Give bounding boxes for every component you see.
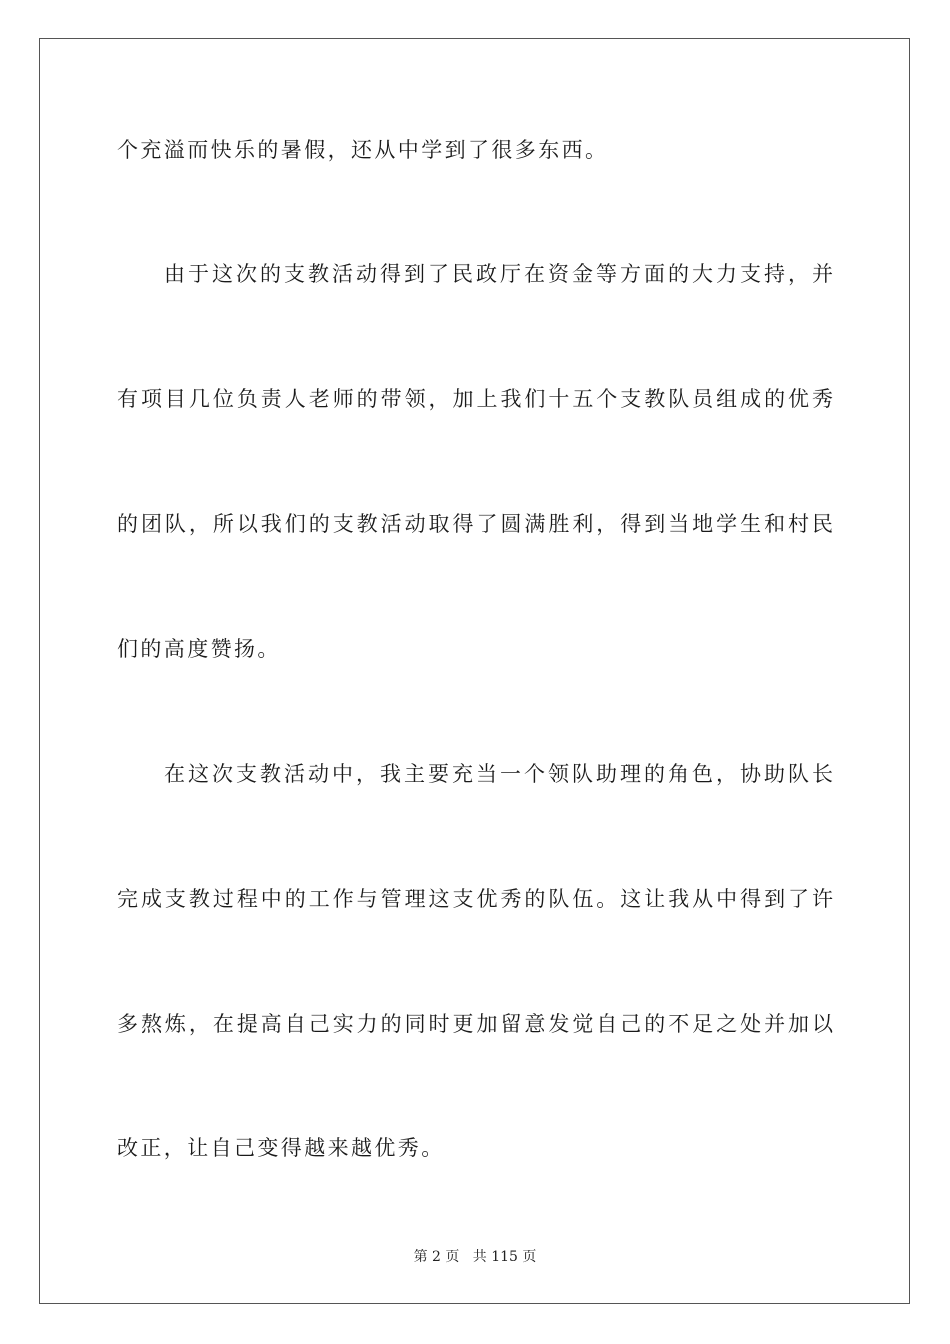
page-border <box>39 38 910 1304</box>
page-footer <box>0 1246 950 1266</box>
text-line: 在这次支教活动中，我主要充当一个领队助理的角色，协助队长 <box>164 762 833 786</box>
text-line: 改正，让自己变得越来越优秀。 <box>117 1136 445 1160</box>
page-number: 第 2 页 <box>413 1249 460 1265</box>
text-line: 有项目几位负责人老师的带领，加上我们十五个支教队员组成的优秀 <box>117 387 833 411</box>
text-line: 多熬炼，在提高自己实力的同时更加留意发觉自己的不足之处并加以 <box>117 1012 833 1036</box>
text-line: 们的高度赞扬。 <box>117 637 281 661</box>
page-total: 共 115 页 <box>472 1249 537 1265</box>
text-line: 的团队，所以我们的支教活动取得了圆满胜利，得到当地学生和村民 <box>117 512 833 536</box>
text-line: 完成支教过程中的工作与管理这支优秀的队伍。这让我从中得到了许 <box>117 887 833 911</box>
text-line: 由于这次的支教活动得到了民政厅在资金等方面的大力支持，并 <box>164 262 833 286</box>
text-line: 个充溢而快乐的暑假，还从中学到了很多东西。 <box>117 138 609 162</box>
